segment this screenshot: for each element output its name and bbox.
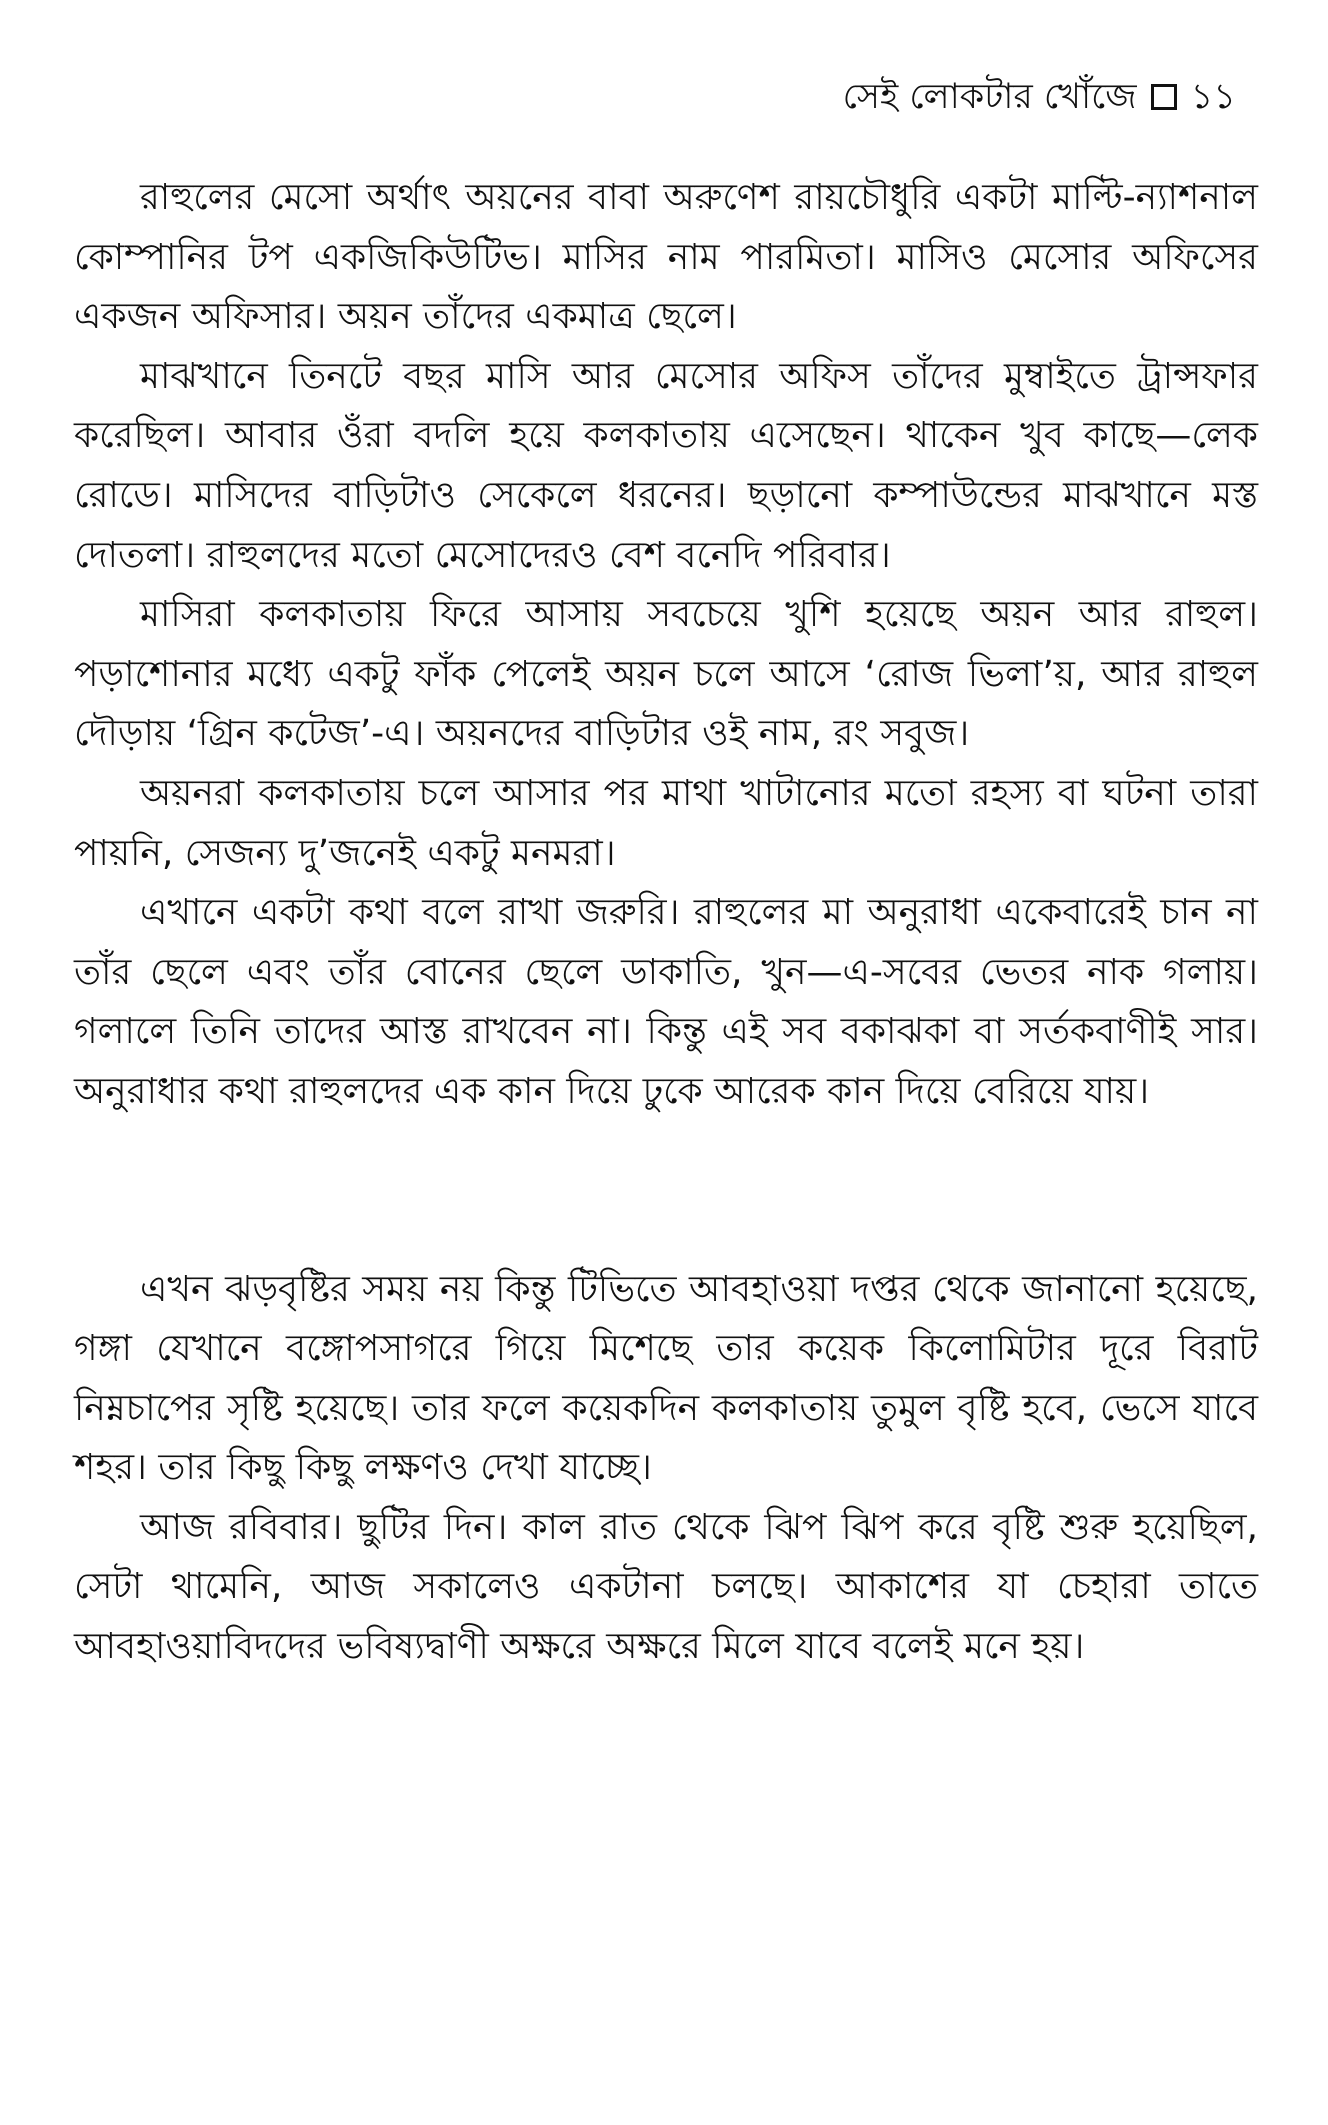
paragraph: অয়নরা কলকাতায় চলে আসার পর মাথা খাটানোর মতো রহস্য বা ঘটনা তারা পায়নি, সেজন্য দু’জনেই একটু মনমরা। xyxy=(74,772,1258,874)
body-text xyxy=(74,168,1258,1677)
page-number: ১১ xyxy=(1190,77,1236,117)
paragraph: এখানে একটা কথা বলে রাখা জরুরি। রাহুলের মা অনুরাধা একেবারেই চান না তাঁর ছেলে এবং তাঁর বোনের ছেলে ডাকাতি, খুন—এ-সবের ভেতর নাক গলায়। গলালে তিনি তাদের আস্ত রাখবেন না। কিন্তু এই সব বকাঝকা বা সর্তকবাণীই সার। অনুরাধার কথা রাহুলদের এক কান দিয়ে ঢুকে আরেক কান দিয়ে বেরিয়ে যায়। xyxy=(74,892,1258,1112)
running-header-title: সেই লোকটার খোঁজে xyxy=(842,77,1137,117)
paragraph: মাসিরা কলকাতায় ফিরে আসায় সবচেয়ে খুশি হয়েছে অয়ন আর রাহুল। পড়াশোনার মধ্যে একটু ফাঁক পেলেই অয়ন চলে আসে ‘রোজ ভিলা’য়, আর রাহুল দৌড়ায় ‘গ্রিন কটেজ’-এ। অয়নদের বাড়িটার ওই নাম, রং সবুজ। xyxy=(74,594,1258,755)
box-separator-icon xyxy=(1151,84,1177,110)
running-header xyxy=(843,72,1236,122)
paragraph: মাঝখানে তিনটে বছর মাসি আর মেসোর অফিস তাঁদের মুম্বাইতে ট্রান্সফার করেছিল। আবার ওঁরা বদলি হয়ে কলকাতায় এসেছেন। থাকেন খুব কাছে—লেক রোডে। মাসিদের বাড়িটাও সেকেলে ধরনের। ছড়ানো কম্পাউন্ডের মাঝখানে মস্ত দোতলা। রাহুলদের মতো মেসোদেরও বেশ বনেদি পরিবার। xyxy=(74,355,1258,576)
paragraph: রাহুলের মেসো অর্থাৎ অয়নের বাবা অরুণেশ রায়চৌধুরি একটা মাল্টি-ন্যাশনাল কোম্পানির টপ একজিকিউটিভ। মাসির নাম পারমিতা। মাসিও মেসোর অফিসের একজন অফিসার। অয়ন তাঁদের একমাত্র ছেলে। xyxy=(74,177,1258,338)
paragraph: আজ রবিবার। ছুটির দিন। কাল রাত থেকে ঝিপ ঝিপ করে বৃষ্টি শুরু হয়েছিল, সেটা থামেনি, আজ সকালেও একটানা চলছে। আকাশের যা চেহারা তাতে আবহাওয়াবিদদের ভবিষ্যদ্বাণী অক্ষরে অক্ষরে মিলে যাবে বলেই মনে হয়। xyxy=(74,1506,1258,1668)
paragraph: এখন ঝড়বৃষ্টির সময় নয় কিন্তু টিভিতে আবহাওয়া দপ্তর থেকে জানানো হয়েছে, গঙ্গা যেখানে বঙ্গোপসাগরে গিয়ে মিশেছে তার কয়েক কিলোমিটার দূরে বিরাট নিম্নচাপের সৃষ্টি হয়েছে। তার ফলে কয়েকদিন কলকাতায় তুমুল বৃষ্টি হবে, ভেসে যাবে শহর। তার কিছু কিছু লক্ষণও দেখা যাচ্ছে। xyxy=(74,1268,1258,1489)
section-break xyxy=(74,1122,1258,1260)
